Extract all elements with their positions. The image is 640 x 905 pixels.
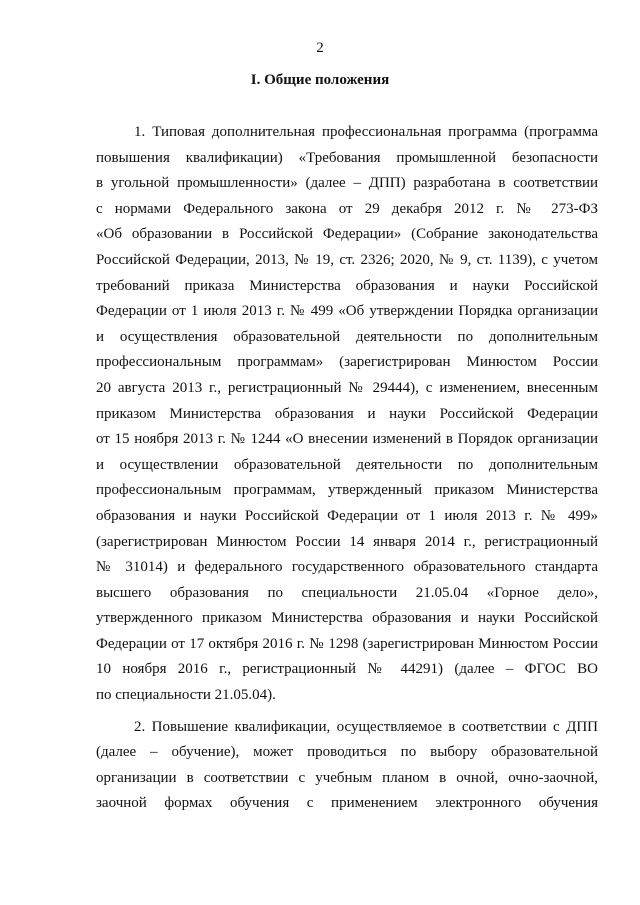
text-line: № 31014) и федерального государственного образовательного стандарта — [96, 559, 598, 576]
paragraph-1 — [96, 120, 598, 709]
text-line: в угольной промышленности» (далее – ДПП) разработана в соответствии — [96, 175, 598, 192]
text-line: (зарегистрирован Минюстом России 14 января 2014 г., регистрационный — [96, 533, 598, 550]
text-line: с нормами Федерального закона от 29 декабря 2012 г. № 273-ФЗ — [96, 200, 598, 217]
text-line: профессиональным программам» (зарегистрирован Минюстом России — [96, 354, 598, 371]
text-line: и осуществлении образовательной деятельности по дополнительным — [96, 456, 598, 473]
document-body — [96, 120, 598, 817]
text-line: Федерации от 1 июля 2013 г. № 499 «Об утверждении Порядка организации — [96, 303, 598, 320]
text-line: образования и науки Российской Федерации от 1 июля 2013 г. № 499» — [96, 507, 598, 524]
text-line: 1. Типовая дополнительная профессиональная программа (программа — [134, 124, 598, 140]
text-line: приказом Министерства образования и науки Российской Федерации — [96, 405, 598, 422]
text-line: утвержденного приказом Министерства образования и науки Российской — [96, 610, 598, 627]
text-line: профессиональным программам, утвержденный приказом Министерства — [96, 482, 598, 499]
text-line: от 15 ноября 2013 г. № 1244 «О внесении изменений в Порядок организации — [96, 431, 598, 448]
text-line: Российской Федерации, 2013, № 19, ст. 2326; 2020, № 9, ст. 1139), с учетом — [96, 251, 598, 268]
text-line: Федерации от 17 октября 2016 г. № 1298 (зарегистрирован Минюстом России — [96, 635, 598, 652]
text-line: повышения квалификации) «Требования промышленной безопасности — [96, 149, 598, 166]
text-line: требований приказа Министерства образования и науки Российской — [96, 277, 598, 294]
text-line: 2. Повышение квалификации, осуществляемое в соответствии с ДПП — [134, 718, 598, 735]
text-line: и осуществления образовательной деятельности по дополнительным — [96, 328, 598, 345]
text-line: (далее – обучение), может проводиться по выбору образовательной — [96, 744, 598, 761]
text-line: 20 августа 2013 г., регистрационный № 29444), с изменением, внесенным — [96, 379, 598, 396]
text-line: по специальности 21.05.04). — [96, 687, 276, 704]
text-line: высшего образования по специальности 21.05.04 «Горное дело», — [96, 584, 598, 601]
text-line: заочной формах обучения с применением электронного обучения — [96, 795, 598, 812]
text-line: организации в соответствии с учебным планом в очной, очно-заочной, — [96, 769, 598, 786]
text-line: «Об образовании в Российской Федерации» (Собрание законодательства — [96, 226, 598, 243]
page-number: 2 — [316, 40, 324, 56]
text-line: 10 ноября 2016 г., регистрационный № 44291) (далее – ФГОС ВО — [96, 661, 598, 678]
section-title: I. Общие положения — [250, 72, 390, 88]
paragraph-2 — [96, 715, 598, 817]
